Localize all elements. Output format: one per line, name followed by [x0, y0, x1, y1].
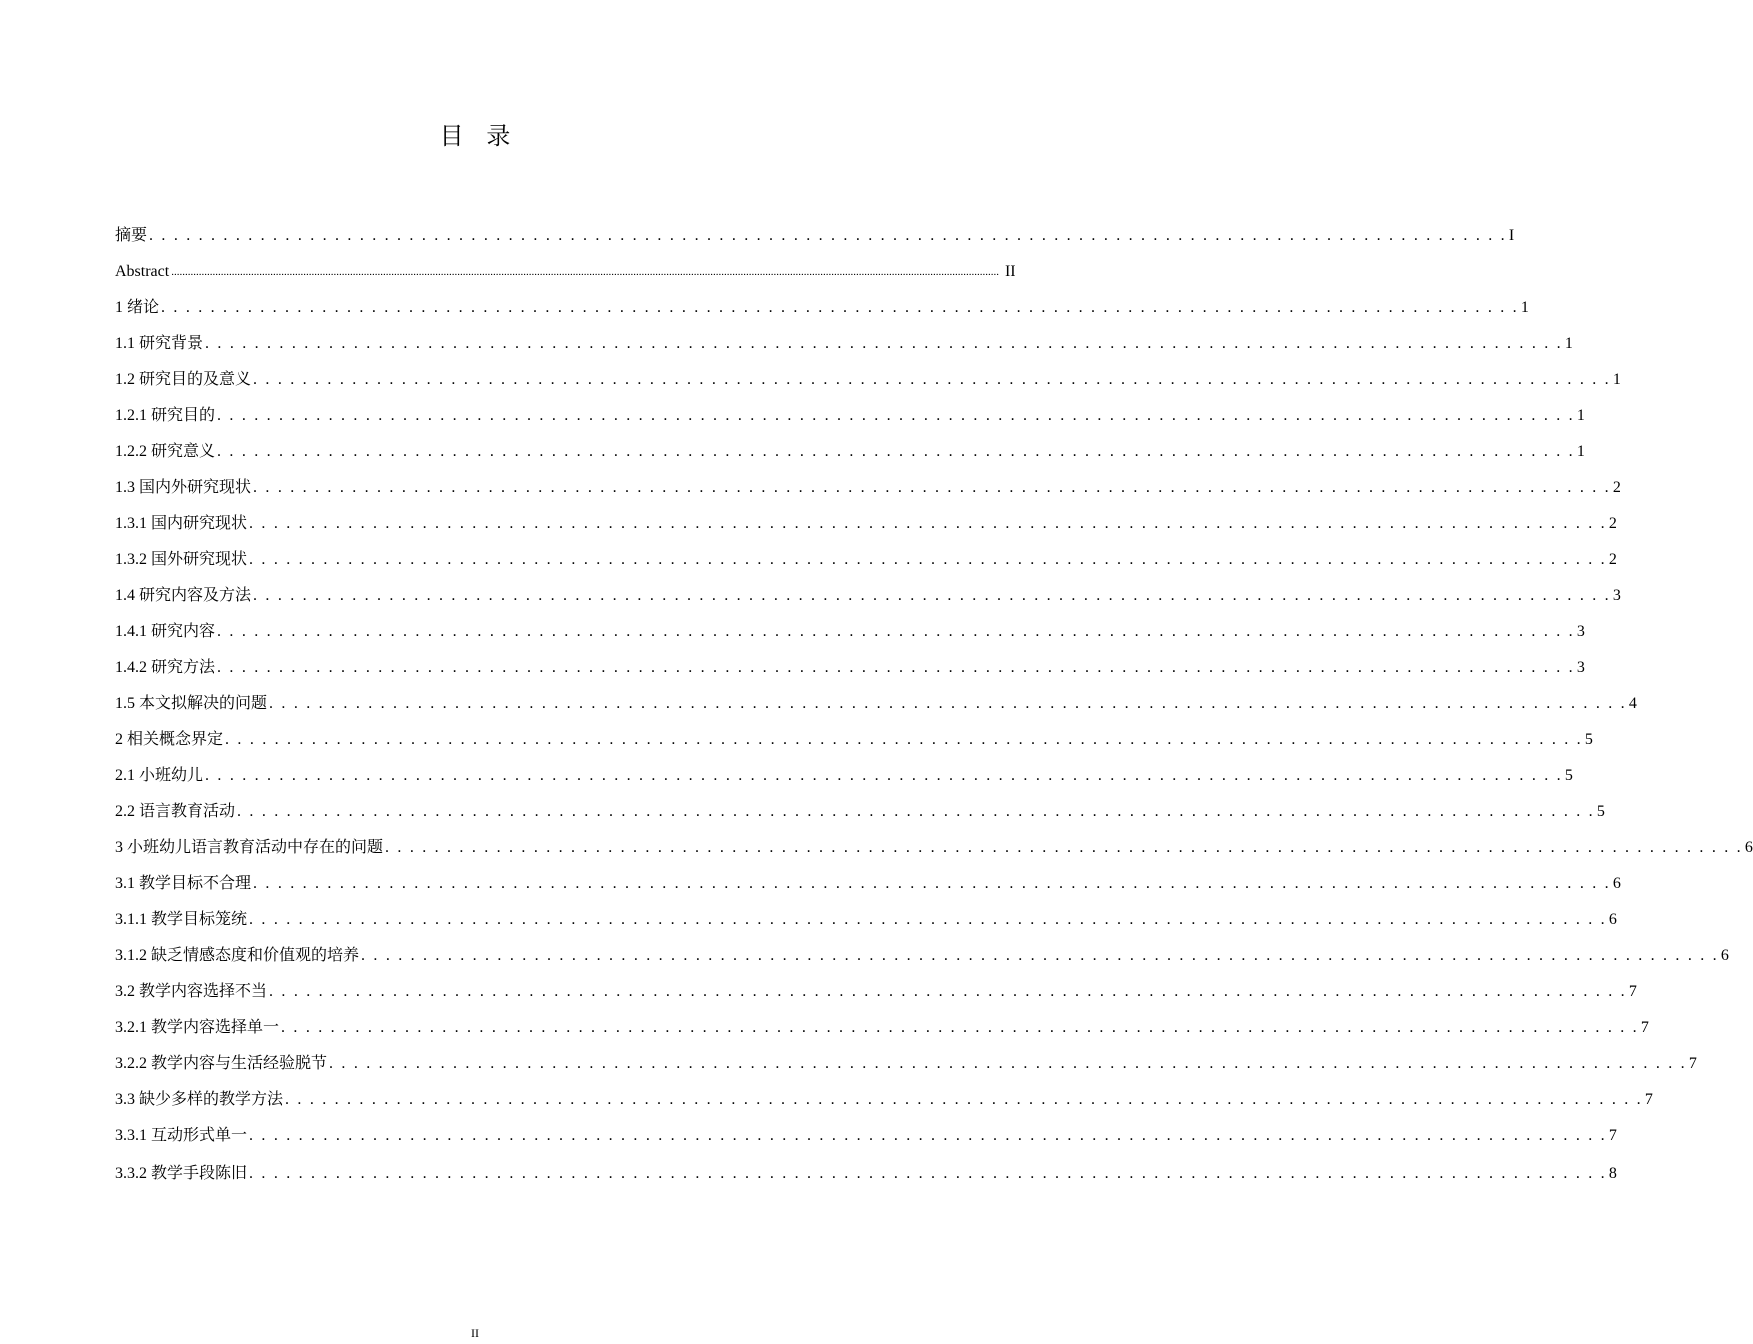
toc-entry-page: 5: [1584, 731, 1593, 748]
dot-leader: . . . . . . . . . . . . . . . . . . . . . . . . . . . . . . . . . . . . . . . . . . . . . . . . . . . . . . . . . . . . . . . . . . . . . . . . . . . . . . . . . . . . . . . . . . . . . . . . . . . . . . . . . . . . . .: [253, 875, 1611, 892]
toc-entry-label: 2.1 小班幼儿: [115, 767, 204, 784]
toc-entry-page: 6: [1608, 911, 1617, 928]
table-of-contents: [115, 210, 1753, 1184]
toc-entry-page: 3: [1612, 587, 1621, 604]
toc-entry[interactable]: [115, 642, 1585, 678]
toc-entry[interactable]: [115, 462, 1621, 498]
dot-leader: . . . . . . . . . . . . . . . . . . . . . . . . . . . . . . . . . . . . . . . . . . . . . . . . . . . . . . . . . . . . . . . . . . . . . . . . . . . . . . . . . . . . . . . . . . . . . . . . . . . . . . . . . . . . . .: [205, 335, 1563, 352]
toc-entry-page: 5: [1564, 767, 1573, 784]
dot-leader: . . . . . . . . . . . . . . . . . . . . . . . . . . . . . . . . . . . . . . . . . . . . . . . . . . . . . . . . . . . . . . . . . . . . . . . . . . . . . . . . . . . . . . . . . . . . . . . . . . . . . . . . . . . . . .: [385, 839, 1743, 856]
toc-entry-label: 3 小班幼儿语言教育活动中存在的问题: [115, 839, 384, 856]
dot-leader: . . . . . . . . . . . . . . . . . . . . . . . . . . . . . . . . . . . . . . . . . . . . . . . . . . . . . . . . . . . . . . . . . . . . . . . . . . . . . . . . . . . . . . . . . . . . . . . . . . . . . . . . . . . . . .: [249, 1127, 1607, 1144]
toc-entry[interactable]: [115, 1110, 1617, 1146]
dot-leader: . . . . . . . . . . . . . . . . . . . . . . . . . . . . . . . . . . . . . . . . . . . . . . . . . . . . . . . . . . . . . . . . . . . . . . . . . . . . . . . . . . . . . . . . . . . . . . . . . . . . . . . . . . . . . .: [205, 767, 1563, 784]
toc-entry-page: 7: [1640, 1019, 1649, 1036]
dot-leader: . . . . . . . . . . . . . . . . . . . . . . . . . . . . . . . . . . . . . . . . . . . . . . . . . . . . . . . . . . . . . . . . . . . . . . . . . . . . . . . . . . . . . . . . . . . . . . . . . . . . . . . . . . . . . .: [217, 443, 1575, 460]
toc-entry-label: 3.3 缺少多样的教学方法: [115, 1091, 284, 1108]
toc-entry[interactable]: [115, 1002, 1649, 1038]
toc-entry[interactable]: [115, 534, 1617, 570]
toc-entry-page: I: [1508, 227, 1515, 244]
footer-page-number: II: [471, 1326, 479, 1340]
toc-entry-page: 3: [1576, 659, 1585, 676]
toc-entry-label: 1.2.1 研究目的: [115, 407, 216, 424]
toc-entry-label: 1.4 研究内容及方法: [115, 587, 252, 604]
toc-entry[interactable]: [115, 678, 1637, 714]
dot-leader: . . . . . . . . . . . . . . . . . . . . . . . . . . . . . . . . . . . . . . . . . . . . . . . . . . . . . . . . . . . . . . . . . . . . . . . . . . . . . . . . . . . . . . . . . . . . . . . . . . . . . . . . . . . . . .: [285, 1091, 1643, 1108]
dot-leader: . . . . . . . . . . . . . . . . . . . . . . . . . . . . . . . . . . . . . . . . . . . . . . . . . . . . . . . . . . . . . . . . . . . . . . . . . . . . . . . . . . . . . . . . . . . . . . . . . . . . . . . . . . . . . .: [217, 407, 1575, 424]
toc-entry[interactable]: [115, 822, 1753, 858]
toc-entry-label: 2.2 语言教育活动: [115, 803, 236, 820]
dot-leader: . . . . . . . . . . . . . . . . . . . . . . . . . . . . . . . . . . . . . . . . . . . . . . . . . . . . . . . . . . . . . . . . . . . . . . . . . . . . . . . . . . . . . . . . . . . . . . . . . . . . . . . . . . . . . .: [253, 479, 1611, 496]
dot-leader: . . . . . . . . . . . . . . . . . . . . . . . . . . . . . . . . . . . . . . . . . . . . . . . . . . . . . . . . . . . . . . . . . . . . . . . . . . . . . . . . . . . . . . . . . . . . . . . . . . . . . . . . . . . . . .: [249, 911, 1607, 928]
toc-entry-label: 1.3.2 国外研究现状: [115, 551, 248, 568]
dot-leader: . . . . . . . . . . . . . . . . . . . . . . . . . . . . . . . . . . . . . . . . . . . . . . . . . . . . . . . . . . . . . . . . . . . . . . . . . . . . . . . . . . . . . . . . . . . . . . . . . . . . . . . . . . . . . .: [161, 299, 1519, 316]
toc-entry-page: 7: [1608, 1127, 1617, 1144]
toc-entry-page: 6: [1720, 947, 1729, 964]
toc-entry-label: 1.4.1 研究内容: [115, 623, 216, 640]
toc-entry-page: 7: [1688, 1055, 1697, 1072]
toc-entry-label: 2 相关概念界定: [115, 731, 224, 748]
toc-entry-page: 1: [1576, 407, 1585, 424]
toc-entry-page: 1: [1576, 443, 1585, 460]
toc-entry-label: 3.3.2 教学手段陈旧: [115, 1165, 248, 1182]
toc-entry[interactable]: [115, 390, 1585, 426]
dot-leader: . . . . . . . . . . . . . . . . . . . . . . . . . . . . . . . . . . . . . . . . . . . . . . . . . . . . . . . . . . . . . . . . . . . . . . . . . . . . . . . . . . . . . . . . . . . . . . . . . . . . . . . . . . . . . .: [329, 1055, 1687, 1072]
toc-entry[interactable]: [115, 894, 1617, 930]
toc-entry[interactable]: [115, 282, 1529, 318]
toc-entry-label: 3.1.2 缺乏情感态度和价值观的培养: [115, 947, 360, 964]
dot-leader: .............................................................................................................................................................................................................................................................................................................: [171, 266, 999, 278]
toc-entry-label: Abstract: [115, 263, 170, 280]
toc-entry-page: 1: [1564, 335, 1573, 352]
toc-entry[interactable]: [115, 606, 1585, 642]
toc-entry-page: 2: [1608, 515, 1617, 532]
dot-leader: . . . . . . . . . . . . . . . . . . . . . . . . . . . . . . . . . . . . . . . . . . . . . . . . . . . . . . . . . . . . . . . . . . . . . . . . . . . . . . . . . . . . . . . . . . . . . . . . . . . . . . . . . . . . . .: [149, 227, 1507, 244]
toc-entry[interactable]: [115, 714, 1593, 750]
toc-entry-page: 8: [1608, 1165, 1617, 1182]
dot-leader: . . . . . . . . . . . . . . . . . . . . . . . . . . . . . . . . . . . . . . . . . . . . . . . . . . . . . . . . . . . . . . . . . . . . . . . . . . . . . . . . . . . . . . . . . . . . . . . . . . . . . . . . . . . . . .: [269, 695, 1627, 712]
toc-entry-page: 2: [1608, 551, 1617, 568]
toc-entry-label: 1.2.2 研究意义: [115, 443, 216, 460]
dot-leader: . . . . . . . . . . . . . . . . . . . . . . . . . . . . . . . . . . . . . . . . . . . . . . . . . . . . . . . . . . . . . . . . . . . . . . . . . . . . . . . . . . . . . . . . . . . . . . . . . . . . . . . . . . . . . .: [217, 623, 1575, 640]
toc-entry-label: 摘要: [115, 227, 148, 244]
toc-entry-label: 3.3.1 互动形式单一: [115, 1127, 248, 1144]
toc-entry-label: 1.3.1 国内研究现状: [115, 515, 248, 532]
toc-entry[interactable]: [115, 966, 1637, 1002]
toc-entry-label: 1.4.2 研究方法: [115, 659, 216, 676]
toc-entry-page: 4: [1628, 695, 1637, 712]
dot-leader: . . . . . . . . . . . . . . . . . . . . . . . . . . . . . . . . . . . . . . . . . . . . . . . . . . . . . . . . . . . . . . . . . . . . . . . . . . . . . . . . . . . . . . . . . . . . . . . . . . . . . . . . . . . . . .: [237, 803, 1595, 820]
toc-entry-label: 1.1 研究背景: [115, 335, 204, 352]
dot-leader: . . . . . . . . . . . . . . . . . . . . . . . . . . . . . . . . . . . . . . . . . . . . . . . . . . . . . . . . . . . . . . . . . . . . . . . . . . . . . . . . . . . . . . . . . . . . . . . . . . . . . . . . . . . . . .: [253, 587, 1611, 604]
toc-entry-page: 7: [1628, 983, 1637, 1000]
toc-entry[interactable]: [115, 786, 1605, 822]
toc-entry-label: 3.2 教学内容选择不当: [115, 983, 268, 1000]
toc-entry-label: 1.5 本文拟解决的问题: [115, 695, 268, 712]
toc-entry-page: 1: [1520, 299, 1529, 316]
toc-entry-label: 1 绪论: [115, 299, 160, 316]
toc-entry[interactable]: [115, 498, 1617, 534]
toc-entry[interactable]: [115, 1146, 1617, 1184]
toc-entry-page: 7: [1644, 1091, 1653, 1108]
toc-entry-label: 1.2 研究目的及意义: [115, 371, 252, 388]
toc-entry-abstract-cn[interactable]: [115, 210, 1515, 246]
dot-leader: . . . . . . . . . . . . . . . . . . . . . . . . . . . . . . . . . . . . . . . . . . . . . . . . . . . . . . . . . . . . . . . . . . . . . . . . . . . . . . . . . . . . . . . . . . . . . . . . . . . . . . . . . . . . . .: [249, 1165, 1607, 1182]
dot-leader: . . . . . . . . . . . . . . . . . . . . . . . . . . . . . . . . . . . . . . . . . . . . . . . . . . . . . . . . . . . . . . . . . . . . . . . . . . . . . . . . . . . . . . . . . . . . . . . . . . . . . . . . . . . . . .: [281, 1019, 1639, 1036]
toc-entry[interactable]: [115, 318, 1573, 354]
page-title: 目录: [439, 122, 534, 150]
toc-entry-page: II: [1004, 263, 1016, 280]
dot-leader: . . . . . . . . . . . . . . . . . . . . . . . . . . . . . . . . . . . . . . . . . . . . . . . . . . . . . . . . . . . . . . . . . . . . . . . . . . . . . . . . . . . . . . . . . . . . . . . . . . . . . . . . . . . . . .: [217, 659, 1575, 676]
toc-entry[interactable]: [115, 426, 1585, 462]
toc-entry[interactable]: [115, 570, 1621, 606]
toc-entry-page: 6: [1744, 839, 1753, 856]
dot-leader: . . . . . . . . . . . . . . . . . . . . . . . . . . . . . . . . . . . . . . . . . . . . . . . . . . . . . . . . . . . . . . . . . . . . . . . . . . . . . . . . . . . . . . . . . . . . . . . . . . . . . . . . . . . . . .: [253, 371, 1611, 388]
toc-entry-page: 1: [1612, 371, 1621, 388]
toc-entry-label: 3.2.2 教学内容与生活经验脱节: [115, 1055, 328, 1072]
toc-entry-label: 3.2.1 教学内容选择单一: [115, 1019, 280, 1036]
toc-entry-page: 2: [1612, 479, 1621, 496]
toc-entry-page: 3: [1576, 623, 1585, 640]
dot-leader: . . . . . . . . . . . . . . . . . . . . . . . . . . . . . . . . . . . . . . . . . . . . . . . . . . . . . . . . . . . . . . . . . . . . . . . . . . . . . . . . . . . . . . . . . . . . . . . . . . . . . . . . . . . . . .: [269, 983, 1627, 1000]
toc-entry[interactable]: [115, 858, 1621, 894]
toc-entry-label: 1.3 国内外研究现状: [115, 479, 252, 496]
toc-entry-page: 6: [1612, 875, 1621, 892]
toc-entry-label: 3.1 教学目标不合理: [115, 875, 252, 892]
toc-entry[interactable]: [115, 1074, 1653, 1110]
dot-leader: . . . . . . . . . . . . . . . . . . . . . . . . . . . . . . . . . . . . . . . . . . . . . . . . . . . . . . . . . . . . . . . . . . . . . . . . . . . . . . . . . . . . . . . . . . . . . . . . . . . . . . . . . . . . . .: [249, 551, 1607, 568]
dot-leader: . . . . . . . . . . . . . . . . . . . . . . . . . . . . . . . . . . . . . . . . . . . . . . . . . . . . . . . . . . . . . . . . . . . . . . . . . . . . . . . . . . . . . . . . . . . . . . . . . . . . . . . . . . . . . .: [225, 731, 1583, 748]
toc-entry[interactable]: [115, 750, 1573, 786]
toc-entry-abstract-en[interactable]: [115, 246, 1016, 282]
toc-entry[interactable]: [115, 354, 1621, 390]
toc-entry-page: 5: [1596, 803, 1605, 820]
toc-entry[interactable]: [115, 1038, 1697, 1074]
dot-leader: . . . . . . . . . . . . . . . . . . . . . . . . . . . . . . . . . . . . . . . . . . . . . . . . . . . . . . . . . . . . . . . . . . . . . . . . . . . . . . . . . . . . . . . . . . . . . . . . . . . . . . . . . . . . . .: [249, 515, 1607, 532]
toc-entry-label: 3.1.1 教学目标笼统: [115, 911, 248, 928]
dot-leader: . . . . . . . . . . . . . . . . . . . . . . . . . . . . . . . . . . . . . . . . . . . . . . . . . . . . . . . . . . . . . . . . . . . . . . . . . . . . . . . . . . . . . . . . . . . . . . . . . . . . . . . . . . . . . .: [361, 947, 1719, 964]
toc-entry[interactable]: [115, 930, 1729, 966]
